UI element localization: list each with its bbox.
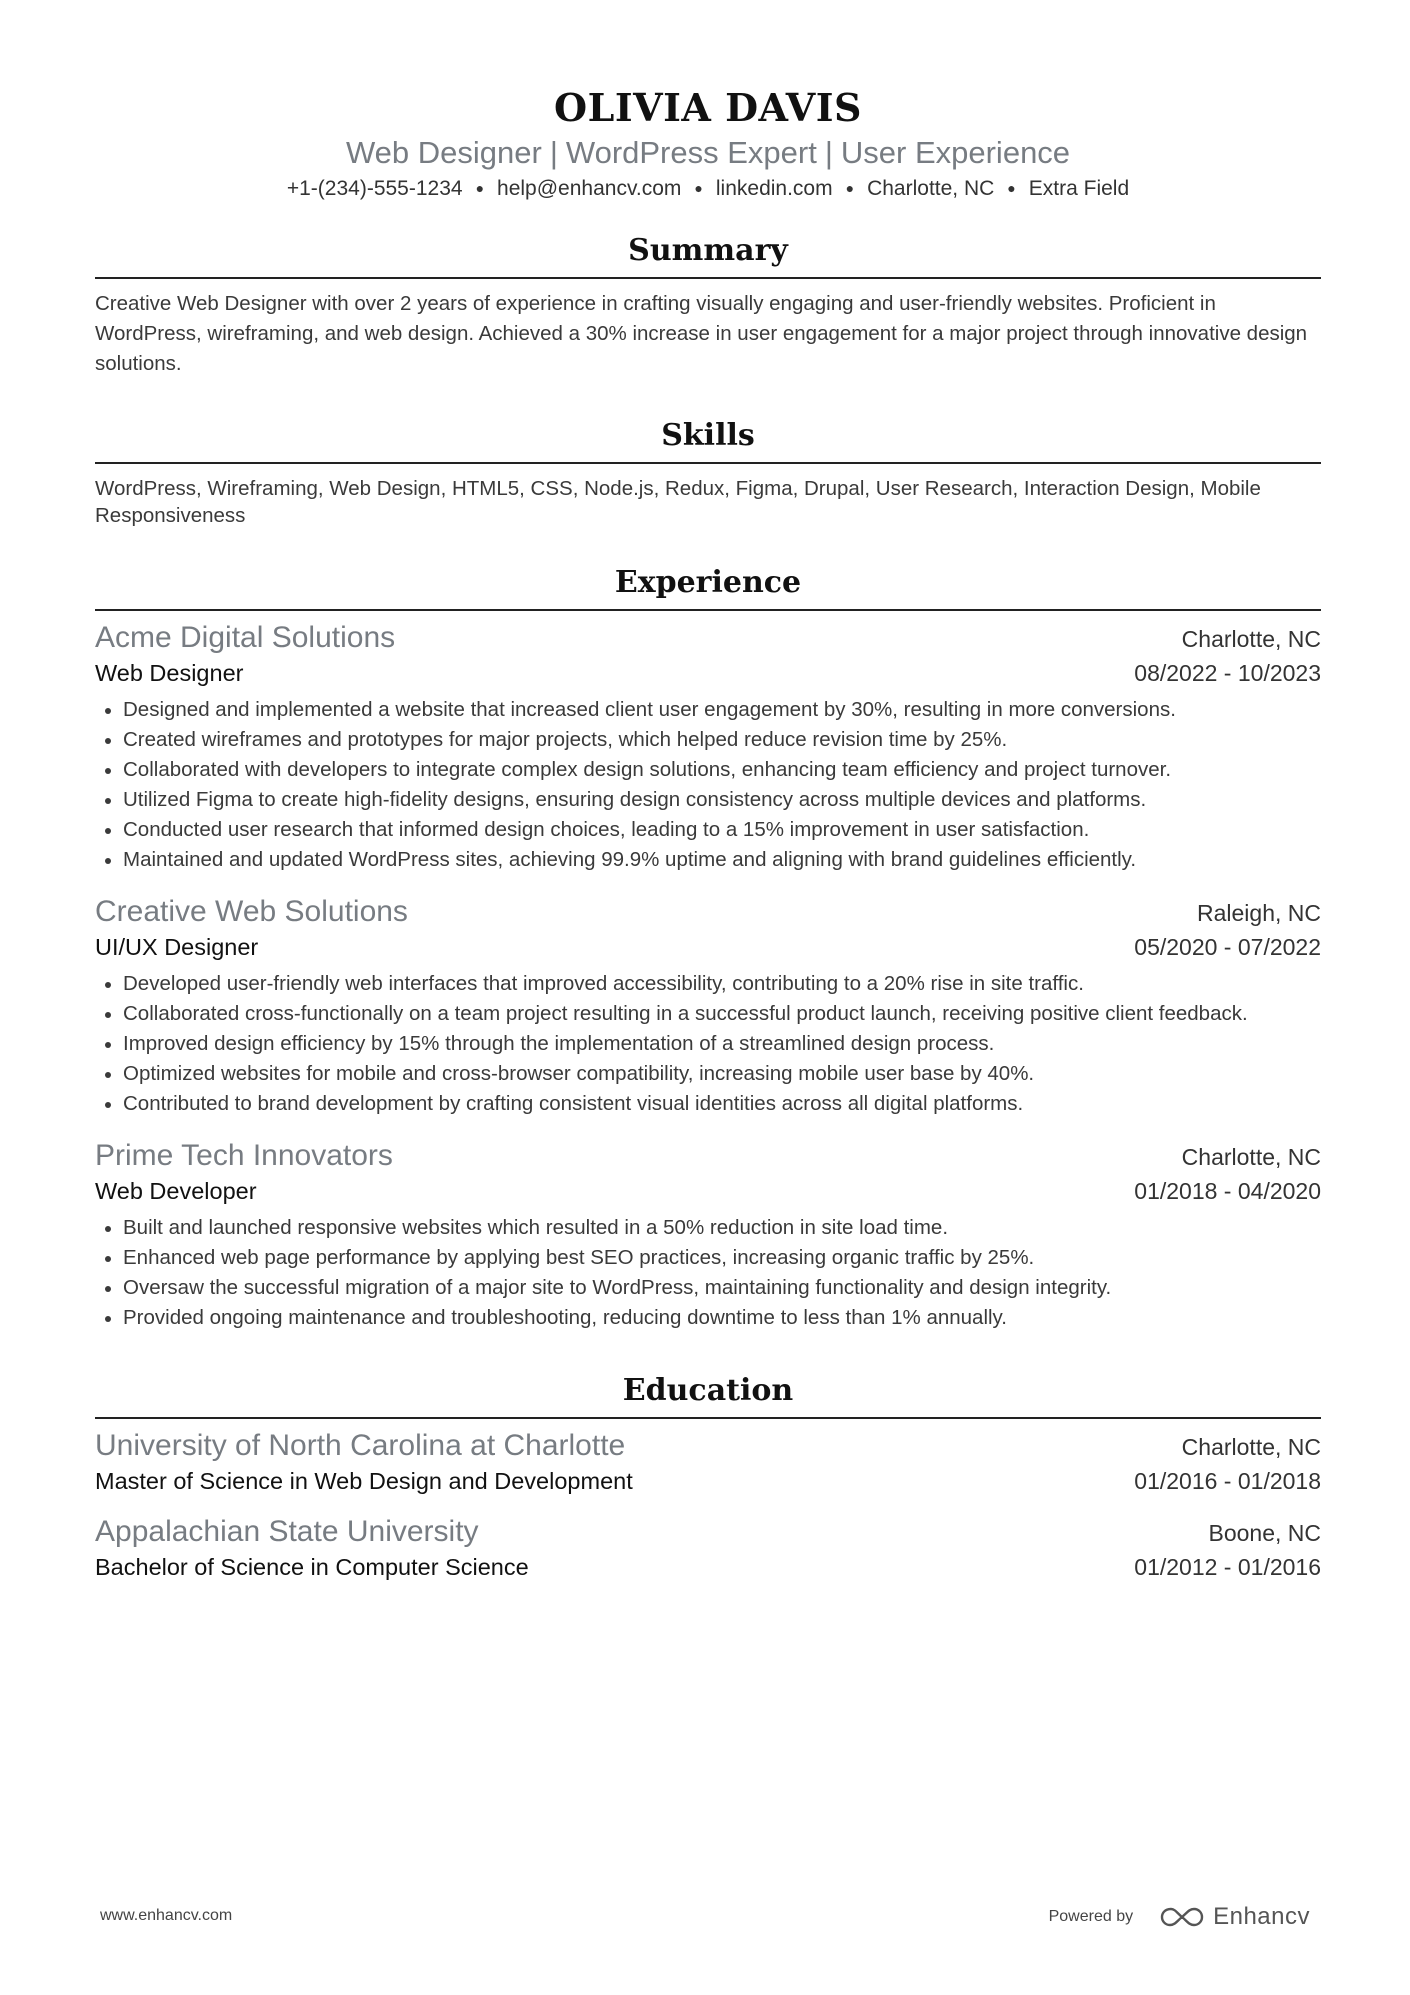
achievement-item: Collaborated cross-functionally on a team project resulting in a successful product launch, receiving positive client feedback. [95,999,1321,1029]
contact-linkedin[interactable]: linkedin.com [715,177,833,200]
job-dates: 08/2022 - 10/2023 [1134,660,1321,686]
experience-section [95,563,1321,1333]
summary-section [95,231,1321,379]
section-heading-summary: Summary [628,233,788,268]
enhancv-brand-name: Enhancv [1213,1903,1310,1930]
title-separator: | [549,135,558,170]
powered-by-label: Powered by [1048,1908,1134,1925]
job-dates: 05/2020 - 07/2022 [1134,934,1321,960]
powered-by-badge[interactable] [1049,1903,1310,1931]
school-name: University of North Carolina at Charlotte [95,1429,626,1462]
job-title: UI/UX Designer [95,934,259,960]
contact-email[interactable]: help@enhancv.com [497,177,682,200]
footer-website-link[interactable]: www.enhancv.com [100,1907,233,1924]
school-name: Appalachian State University [95,1515,479,1548]
section-divider [95,462,1321,464]
job-title: Web Developer [95,1178,257,1204]
education-entry [95,1513,1321,1583]
education-entry [95,1427,1321,1497]
achievement-item: Improved design efficiency by 15% through the implementation of a streamlined design process. [95,1029,1321,1059]
achievement-item: Utilized Figma to create high-fidelity designs, ensuring design consistency across multiple devices and platforms. [95,785,1321,815]
bullet-dot: ● [1007,180,1016,196]
title-wordpress-expert: WordPress Expert [565,135,817,170]
job-location: Charlotte, NC [1181,1144,1321,1170]
summary-text: Creative Web Designer with over 2 years of experience in crafting visually engaging and user-friendly websites. Proficient in WordPress, wireframing, and web design. Achieved a 30% increase in user engagement for a major project through innovative design solutions. [95,292,1308,375]
bullet-dot: ● [694,180,703,196]
section-heading-skills: Skills [661,418,755,453]
contact-line [95,174,1321,203]
achievement-item: Enhanced web page performance by applying best SEO practices, increasing organic traffic by 25%. [95,1243,1321,1273]
achievement-item: Maintained and updated WordPress sites, achieving 99.9% uptime and aligning with brand guidelines efficiently. [95,845,1321,875]
skills-section [95,416,1321,529]
company-name: Creative Web Solutions [95,895,408,928]
title-separator: | [824,135,833,170]
enhancv-logo-icon [1159,1905,1205,1929]
skills-text: WordPress, Wireframing, Web Design, HTML5, CSS, Node.js, Redux, Figma, Drupal, User Research, Interaction Design, Mobile Responsiveness [95,477,1261,527]
section-heading-education: Education [622,1373,794,1408]
candidate-name: OLIVIA DAVIS [554,85,862,130]
job-title: Web Designer [95,660,244,686]
title-line [95,134,1321,172]
company-name: Prime Tech Innovators [95,1139,393,1172]
achievement-item: Built and launched responsive websites which resulted in a 50% reduction in site load time. [95,1213,1321,1243]
job-location: Charlotte, NC [1181,626,1321,652]
section-divider [95,1417,1321,1419]
resume-page [95,0,1321,1583]
achievement-item: Developed user-friendly web interfaces that improved accessibility, contributing to a 20% rise in site traffic. [95,969,1321,999]
achievement-item: Contributed to brand development by crafting consistent visual identities across all digital platforms. [95,1089,1321,1119]
school-location: Charlotte, NC [1181,1434,1321,1460]
resume-header [95,0,1321,203]
education-section [95,1371,1321,1583]
experience-entry [95,893,1321,1119]
contact-phone[interactable]: +1-(234)-555-1234 [286,177,463,200]
experience-entry [95,1137,1321,1333]
achievement-list [95,969,1321,1119]
achievement-item: Oversaw the successful migration of a major site to WordPress, maintaining functionality and design integrity. [95,1273,1321,1303]
bullet-dot: ● [475,180,485,196]
achievement-item: Designed and implemented a website that increased client user engagement by 30%, resulting in more conversions. [95,695,1321,725]
achievement-list [95,695,1321,875]
achievement-item: Collaborated with developers to integrate complex design solutions, enhancing team efficiency and project turnover. [95,755,1321,785]
contact-location: Charlotte, NC [867,177,995,200]
degree-name: Bachelor of Science in Computer Science [95,1554,529,1580]
section-heading-experience: Experience [614,565,802,600]
job-dates: 01/2018 - 04/2020 [1134,1178,1321,1204]
title-user-experience: User Experience [840,135,1071,170]
company-name: Acme Digital Solutions [95,621,396,654]
section-divider [95,277,1321,279]
page-footer [100,1903,1310,1933]
job-location: Raleigh, NC [1197,900,1321,926]
degree-name: Master of Science in Web Design and Development [95,1468,633,1494]
achievement-item: Optimized websites for mobile and cross-browser compatibility, increasing mobile user base by 40%. [95,1059,1321,1089]
education-dates: 01/2012 - 01/2016 [1134,1554,1321,1580]
achievement-item: Conducted user research that informed design choices, leading to a 15% improvement in user satisfaction. [95,815,1321,845]
title-web-designer: Web Designer [345,135,542,170]
education-dates: 01/2016 - 01/2018 [1134,1468,1321,1494]
bullet-dot: ● [845,180,855,196]
contact-extra-field: Extra Field [1028,177,1130,200]
section-divider [95,609,1321,611]
achievement-list [95,1213,1321,1333]
school-location: Boone, NC [1208,1520,1321,1546]
achievement-item: Provided ongoing maintenance and troubleshooting, reducing downtime to less than 1% annually. [95,1303,1321,1333]
experience-entry [95,619,1321,875]
achievement-item: Created wireframes and prototypes for major projects, which helped reduce revision time by 25%. [95,725,1321,755]
